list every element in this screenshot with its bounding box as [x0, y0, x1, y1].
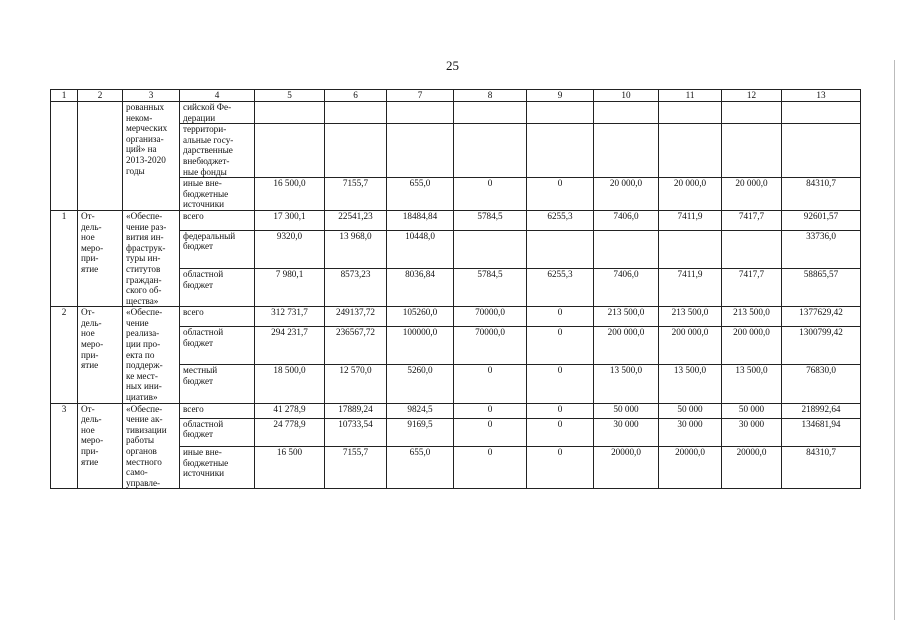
funding-source	[180, 365, 255, 403]
item-type	[78, 307, 123, 403]
amount-cell: 312 731,7	[255, 307, 325, 327]
funding-source-text: федеральный бюджет	[183, 230, 236, 252]
amount-cell: 1377629,42	[782, 307, 861, 327]
item-number: 2	[51, 307, 78, 403]
funding-source	[180, 102, 255, 124]
funding-source-text: всего	[183, 307, 204, 318]
amount-cell: 10448,0	[387, 230, 454, 268]
amount-cell: 30 000	[722, 418, 782, 447]
amount-cell: 7406,0	[594, 269, 659, 307]
amount-cell: 7 980,1	[255, 269, 325, 307]
funding-source	[180, 327, 255, 365]
amount-cell: 16 500	[255, 447, 325, 489]
amount-cell: 249137,72	[325, 307, 387, 327]
amount-cell: 70000,0	[454, 327, 527, 365]
amount-cell: 0	[527, 403, 594, 418]
column-number: 10	[594, 90, 659, 102]
amount-cell	[594, 124, 659, 178]
item-name-text: рованных неком- мерческих организа- ций» на 2013-2020 годы	[126, 102, 168, 176]
amount-cell: 655,0	[387, 447, 454, 489]
amount-cell	[454, 102, 527, 124]
amount-cell: 100000,0	[387, 327, 454, 365]
column-number: 7	[387, 90, 454, 102]
table-row	[51, 307, 861, 327]
amount-cell: 92601,57	[782, 210, 861, 230]
column-number: 6	[325, 90, 387, 102]
amount-cell: 200 000,0	[722, 327, 782, 365]
amount-cell: 10733,54	[325, 418, 387, 447]
amount-cell: 20 000,0	[722, 178, 782, 211]
amount-cell	[325, 102, 387, 124]
amount-cell: 5784,5	[454, 210, 527, 230]
funding-source-text: всего	[183, 403, 204, 414]
funding-source	[180, 418, 255, 447]
amount-cell: 0	[527, 307, 594, 327]
item-name-text: «Обеспе- чение раз- вития ин- фраструк- туры ин- ститутов граждан- ского об- щества»	[126, 210, 167, 306]
column-number: 9	[527, 90, 594, 102]
amount-cell	[782, 102, 861, 124]
amount-cell: 7155,7	[325, 178, 387, 211]
amount-cell: 16 500,0	[255, 178, 325, 211]
amount-cell: 213 500,0	[722, 307, 782, 327]
amount-cell: 0	[454, 403, 527, 418]
item-name	[123, 307, 180, 403]
item-type-text: От- дель- ное меро- при- ятие	[81, 210, 104, 274]
funding-source	[180, 403, 255, 418]
amount-cell	[387, 102, 454, 124]
amount-cell	[594, 102, 659, 124]
amount-cell: 294 231,7	[255, 327, 325, 365]
scan-edge-mark	[894, 60, 895, 620]
amount-cell: 134681,94	[782, 418, 861, 447]
funding-source-text: местный бюджет	[183, 365, 218, 387]
amount-cell: 20 000,0	[594, 178, 659, 211]
amount-cell: 6255,3	[527, 210, 594, 230]
amount-cell: 0	[454, 447, 527, 489]
amount-cell	[255, 124, 325, 178]
funding-source	[180, 269, 255, 307]
funding-source	[180, 210, 255, 230]
item-type	[78, 403, 123, 489]
amount-cell: 50 000	[722, 403, 782, 418]
amount-cell: 13 500,0	[659, 365, 722, 403]
column-number: 8	[454, 90, 527, 102]
amount-cell: 30 000	[659, 418, 722, 447]
amount-cell: 0	[527, 365, 594, 403]
funding-source	[180, 230, 255, 268]
amount-cell: 18484,84	[387, 210, 454, 230]
column-number: 3	[123, 90, 180, 102]
item-name	[123, 403, 180, 489]
item-name	[123, 210, 180, 306]
amount-cell: 0	[454, 418, 527, 447]
item-name-text: «Обеспе- чение ак- тивизации работы органов местного само- управле-	[126, 403, 167, 488]
amount-cell: 18 500,0	[255, 365, 325, 403]
column-number: 4	[180, 90, 255, 102]
amount-cell: 20000,0	[594, 447, 659, 489]
amount-cell: 17889,24	[325, 403, 387, 418]
amount-cell	[454, 230, 527, 268]
item-name-text: «Обеспе- чение реализа- ции про- екта по поддерж- ке мест- ных ини- циатив»	[126, 307, 163, 403]
amount-cell	[527, 230, 594, 268]
column-number: 2	[78, 90, 123, 102]
amount-cell	[387, 124, 454, 178]
item-type-text: От- дель- ное меро- при- ятие	[81, 403, 104, 467]
amount-cell: 0	[527, 178, 594, 211]
funding-source-text: областной бюджет	[183, 418, 224, 440]
amount-cell	[594, 230, 659, 268]
amount-cell: 236567,72	[325, 327, 387, 365]
item-type-text: От- дель- ное меро- при- ятие	[81, 307, 104, 371]
amount-cell: 7406,0	[594, 210, 659, 230]
amount-cell	[722, 124, 782, 178]
amount-cell: 41 278,9	[255, 403, 325, 418]
amount-cell: 8036,84	[387, 269, 454, 307]
amount-cell: 24 778,9	[255, 418, 325, 447]
amount-cell: 7155,7	[325, 447, 387, 489]
funding-source-text: сийской Фе- дерации	[183, 102, 232, 123]
amount-cell	[255, 102, 325, 124]
item-number	[51, 102, 78, 211]
amount-cell	[722, 230, 782, 268]
budget-table	[50, 89, 861, 489]
amount-cell: 218992,64	[782, 403, 861, 418]
amount-cell: 200 000,0	[594, 327, 659, 365]
amount-cell	[659, 230, 722, 268]
amount-cell: 84310,7	[782, 447, 861, 489]
amount-cell: 20000,0	[722, 447, 782, 489]
amount-cell: 9824,5	[387, 403, 454, 418]
amount-cell	[659, 102, 722, 124]
column-number: 5	[255, 90, 325, 102]
amount-cell: 7411,9	[659, 269, 722, 307]
amount-cell: 0	[454, 178, 527, 211]
amount-cell	[659, 124, 722, 178]
amount-cell: 33736,0	[782, 230, 861, 268]
amount-cell: 5260,0	[387, 365, 454, 403]
amount-cell: 9320,0	[255, 230, 325, 268]
funding-source	[180, 178, 255, 211]
amount-cell	[454, 124, 527, 178]
table-row	[51, 403, 861, 418]
amount-cell: 0	[527, 418, 594, 447]
amount-cell: 6255,3	[527, 269, 594, 307]
funding-source	[180, 447, 255, 489]
amount-cell	[325, 124, 387, 178]
item-type	[78, 210, 123, 306]
amount-cell: 13 500,0	[722, 365, 782, 403]
amount-cell: 0	[527, 327, 594, 365]
item-number: 3	[51, 403, 78, 489]
page-number: 25	[446, 58, 459, 73]
amount-cell: 13 968,0	[325, 230, 387, 268]
table-row	[51, 210, 861, 230]
item-number: 1	[51, 210, 78, 306]
column-number: 1	[51, 90, 78, 102]
funding-source-text: территори- альные госу- дарственные внебюджет- ные фонды	[183, 124, 234, 177]
funding-source	[180, 307, 255, 327]
amount-cell: 84310,7	[782, 178, 861, 211]
column-number: 11	[659, 90, 722, 102]
item-type	[78, 102, 123, 211]
funding-source-text: иные вне- бюджетные источники	[183, 178, 229, 210]
amount-cell: 13 500,0	[594, 365, 659, 403]
amount-cell: 105260,0	[387, 307, 454, 327]
amount-cell: 12 570,0	[325, 365, 387, 403]
amount-cell	[782, 124, 861, 178]
column-number: 12	[722, 90, 782, 102]
funding-source-text: иные вне- бюджетные источники	[183, 447, 229, 479]
funding-source-text: областной бюджет	[183, 327, 224, 348]
amount-cell: 213 500,0	[659, 307, 722, 327]
amount-cell: 7411,9	[659, 210, 722, 230]
amount-cell: 5784,5	[454, 269, 527, 307]
amount-cell: 1300799,42	[782, 327, 861, 365]
amount-cell: 0	[454, 365, 527, 403]
funding-source-text: всего	[183, 210, 204, 221]
amount-cell: 50 000	[594, 403, 659, 418]
funding-source-text: областной бюджет	[183, 269, 224, 290]
amount-cell: 22541,23	[325, 210, 387, 230]
amount-cell: 20000,0	[659, 447, 722, 489]
amount-cell: 17 300,1	[255, 210, 325, 230]
amount-cell: 7417,7	[722, 210, 782, 230]
amount-cell	[722, 102, 782, 124]
amount-cell	[527, 124, 594, 178]
column-number-row	[51, 90, 861, 102]
amount-cell	[527, 102, 594, 124]
amount-cell: 58865,57	[782, 269, 861, 307]
amount-cell: 30 000	[594, 418, 659, 447]
amount-cell: 76830,0	[782, 365, 861, 403]
table-row	[51, 102, 861, 124]
amount-cell: 200 000,0	[659, 327, 722, 365]
amount-cell: 70000,0	[454, 307, 527, 327]
funding-source	[180, 124, 255, 178]
amount-cell: 213 500,0	[594, 307, 659, 327]
item-name	[123, 102, 180, 211]
column-number: 13	[782, 90, 861, 102]
amount-cell: 655,0	[387, 178, 454, 211]
amount-cell: 8573,23	[325, 269, 387, 307]
amount-cell: 7417,7	[722, 269, 782, 307]
amount-cell: 0	[527, 447, 594, 489]
amount-cell: 50 000	[659, 403, 722, 418]
amount-cell: 9169,5	[387, 418, 454, 447]
amount-cell: 20 000,0	[659, 178, 722, 211]
